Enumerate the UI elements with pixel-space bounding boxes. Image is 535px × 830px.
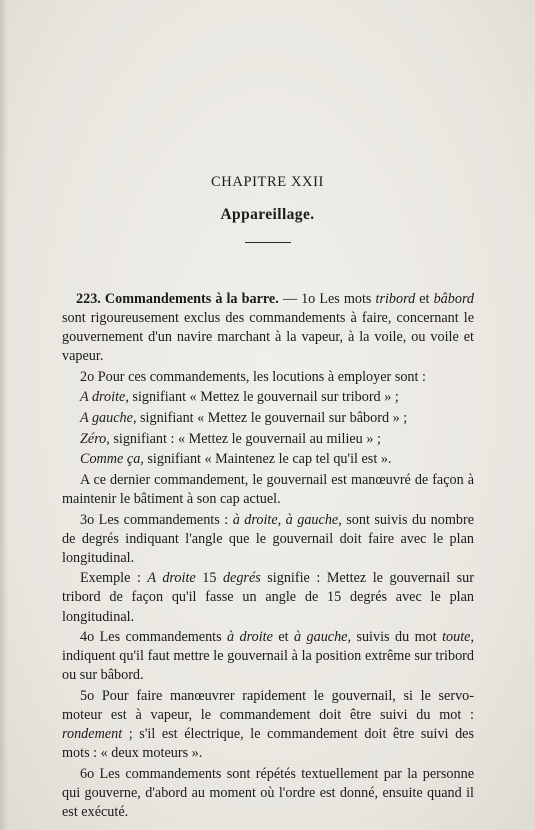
page-spine-shadow <box>0 0 8 830</box>
section-number: 223. <box>76 291 101 307</box>
text-run: et <box>415 291 434 307</box>
italic-run: A gauche <box>80 410 133 427</box>
italic-run: Comme ça <box>80 451 141 468</box>
italic-run: à droite <box>227 629 273 646</box>
text-run: ; s'il est électrique, le commandement doit être suivi des mots : « deux moteurs ». <box>62 726 474 762</box>
text-run: , signifiant « Mettez le gouvernail sur bâbord » ; <box>132 410 408 427</box>
text-run: 1o Les mots <box>301 291 376 307</box>
text-run: , indiquent qu'il faut mettre le gouvernail à la position extrême sur tribord ou sur bâbord. <box>62 629 474 684</box>
title-rule <box>245 242 291 243</box>
chapter-title: Appareillage. <box>220 206 315 223</box>
text-run: sont rigoureusement exclus des commandements à faire, concernant le gouvernement d'un navire marchant à la vapeur, à la voile, ou voile et vapeur. <box>62 310 474 365</box>
text-run: signifie : Mettez le gouvernail sur tribord de façon qu'il fasse un angle de 15 degrés avec le plan longitudinal. <box>62 570 475 625</box>
italic-run: A droite <box>147 570 196 587</box>
italic-run: degrés <box>222 570 261 587</box>
paragraph-6 <box>62 628 474 685</box>
text-run: , signifiant : « Mettez le gouvernail au milieu » ; <box>106 430 381 447</box>
text-run: 15 <box>195 570 223 587</box>
italic-run: tribord <box>375 291 416 307</box>
paragraph-1 <box>62 290 474 366</box>
locution-zero <box>62 430 474 449</box>
text-run: , suivis du mot <box>347 629 443 646</box>
text-run: , signifiant « Mettez le gouvernail sur tribord » ; <box>125 389 399 406</box>
section-dash: — <box>278 291 302 307</box>
locution-droite <box>62 388 474 407</box>
paragraph-8: 6o Les commandements sont répétés textuellement par la personne qui gouverne, d'abord au moment où l'ordre est donné, ensuite quand il est exécuté. <box>62 765 474 820</box>
text-run: , signifiant « Maintenez le cap tel qu'il est ». <box>140 451 392 468</box>
section-heading: Commandements à la barre. <box>104 291 279 307</box>
italic-run: rondement <box>62 726 123 743</box>
text-run: , sont suivis du nombre de degrés indiquant l'angle que le gouvernail doit faire avec le plan longitudinal. <box>62 511 474 566</box>
text-run: 3o Les commandements : <box>80 511 233 528</box>
locution-comme-ca <box>62 450 474 469</box>
paragraph-4 <box>62 511 474 568</box>
italic-run: A droite <box>80 389 126 406</box>
italic-run: Zéro <box>80 430 107 447</box>
paragraph-7 <box>62 687 474 763</box>
text-run: 4o Les commandements <box>80 629 228 646</box>
italic-run: bâbord <box>433 291 475 307</box>
italic-run: toute <box>442 629 471 646</box>
italic-run: à gauche <box>294 629 348 646</box>
paragraph-5 <box>62 569 474 626</box>
text-run: 5o Pour faire manœuvrer rapidement le gouvernail, si le servo-moteur est à vapeur, le commandement doit être suivi du mot : <box>62 687 474 723</box>
chapter-heading: CHAPITRE XXII <box>211 174 324 190</box>
paragraph-2: 2o Pour ces commandements, les locutions à employer sont : <box>80 368 426 385</box>
text-run: Exemple : <box>80 570 148 587</box>
italic-run: à droite, à gauche <box>232 511 339 528</box>
body-text <box>62 290 474 824</box>
text-run: et <box>272 629 294 646</box>
locution-gauche <box>62 409 474 428</box>
paragraph-3: A ce dernier commandement, le gouvernail est manœuvré de façon à maintenir le bâtiment à son cap actuel. <box>62 471 474 507</box>
